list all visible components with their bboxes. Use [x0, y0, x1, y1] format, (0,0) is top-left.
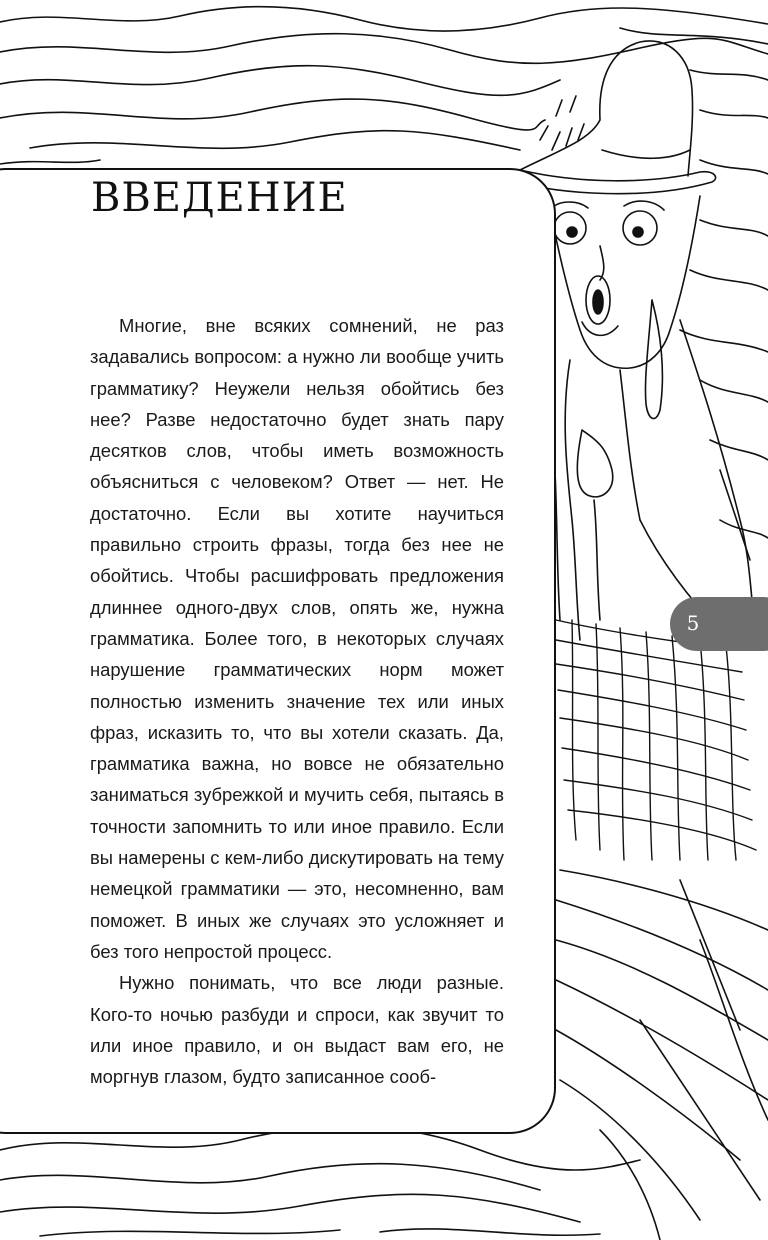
paragraph-2: Нужно понимать, что все люди разные. Кого-то ночью разбуди и спроси, как звучит то или иное правило, и он выдаст вам его, не моргнув глазом, будто записанное сооб-: [90, 972, 504, 1088]
body-text: [90, 310, 504, 1092]
screaming-face: [548, 196, 700, 419]
page-number: 5: [686, 611, 700, 635]
chapter-heading: ВВЕДЕНИЕ: [91, 175, 348, 221]
paragraph-1: Многие, вне всяких сомнений, не раз задавались вопросом: а нужно ли вообще учить грамматику? Неужели нельзя обойтись без нее? Разве недостаточно будет знать пару десятков слов, чтобы иметь возможность объясниться с человеком? Ответ — нет. Не достаточно. Если вы хотите научиться правильно строить фразы, тогда без нее не обойтись. Чтобы расшифровать предложения длиннее одного-двух слов, опять же, нужна грамматика. Более того, в некоторых случаях нарушение грамматических норм может полностью изменить значение тех или иных фраз, исказить то, что вы хотели сказать. Да, грамматика важна, но вовсе не обязательно заниматься зубрежкой и мучить себя, пытаясь в точности запомнить то или иное правило. Если вы намерены с кем-либо дискутировать на тему немецкой грамматики — это, несомненно, вам поможет. В иных же случаях это усложняет и без того непростой процесс.: [90, 315, 505, 962]
coat: [552, 320, 752, 640]
plaid-pants: [556, 620, 756, 860]
